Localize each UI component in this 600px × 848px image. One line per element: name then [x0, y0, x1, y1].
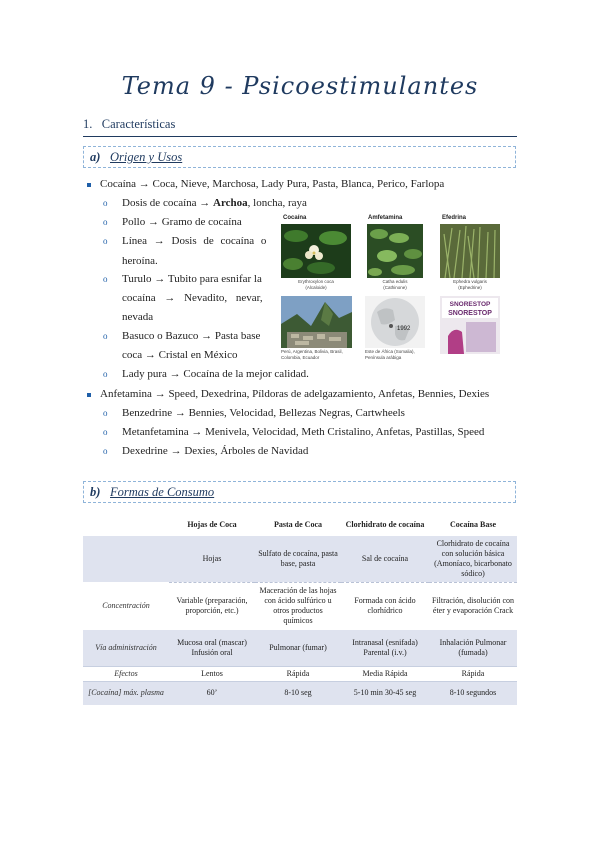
arrow-icon: →: [147, 216, 159, 228]
machu-picchu-image: [281, 296, 352, 348]
subsection-b-title: Formas de Consumo: [110, 485, 215, 499]
section-label: Características: [101, 117, 176, 131]
item-definition: Nevadito, nevar,: [184, 292, 263, 304]
arrow-icon: →: [153, 235, 165, 247]
table-cell: Lentos: [169, 666, 255, 681]
table-cell: Intranasal (esnifada) Parental (i.v.): [341, 630, 429, 666]
section-heading: [83, 117, 175, 132]
circle-bullet-icon: o: [103, 236, 108, 246]
table-header-cell: [83, 512, 169, 536]
item-definition: Dosis de cocaína o: [171, 235, 267, 247]
list-item-continuation: [122, 349, 237, 361]
page-title: Tema 9 - Psicoestimulantes: [121, 72, 479, 100]
list-item: [122, 445, 308, 457]
figure-column-title: Efedrina: [442, 215, 467, 221]
list-item: [122, 407, 405, 419]
figure-caption: Ephedra vulgaris (Ephedrine): [453, 279, 487, 290]
item-bold-term: Archoa: [213, 197, 248, 209]
item-term: Pollo: [122, 216, 146, 228]
table-header-cell: Pasta de Coca: [274, 519, 322, 529]
item-term: Dexedrine: [122, 445, 168, 457]
subsection-a-box: [83, 146, 516, 168]
anfetamina-head: Anfetamina: [100, 388, 152, 400]
subsection-a-title: Origen y Usos: [110, 150, 183, 164]
section-divider: [83, 136, 517, 137]
list-item: [122, 235, 266, 247]
circle-bullet-icon: o: [103, 217, 108, 227]
table-header-cell: Hojas de Coca: [187, 519, 237, 529]
table-header-cell: Clorhidrato de cocaína: [345, 519, 425, 529]
table-row-label: Concentración: [102, 601, 150, 610]
list-item: [122, 197, 307, 209]
arrow-icon: →: [199, 197, 211, 209]
figure-caption: Este de África (Somalia), Península arábiga: [365, 349, 415, 360]
item-definition: Bennies, Velocidad, Bellezas Negras, Cartwheels: [188, 407, 405, 419]
figure-column-title: Amfetamina: [368, 215, 403, 221]
item-term: Metanfetamina: [122, 426, 189, 438]
table-cell: Rápida: [429, 666, 517, 681]
item-term: Basuco o Bazuco: [122, 330, 199, 342]
arrow-icon: →: [201, 330, 213, 342]
anfetamina-line: [100, 388, 489, 400]
table-cell: Variable (preparación, proporción, etc.): [176, 596, 248, 616]
list-item: [122, 368, 309, 380]
consumption-table: [83, 512, 517, 705]
item-term: Línea: [122, 235, 148, 247]
list-item: [122, 216, 242, 228]
table-row: [83, 582, 517, 630]
product-brand: SNORESTOP: [449, 301, 491, 308]
list-item: [122, 330, 260, 342]
table-cell: Filtración, disolución con éter y evaporación Crack: [432, 596, 514, 616]
square-bullet-icon: [87, 393, 91, 397]
table-row-label: Vía administración: [83, 630, 169, 666]
table-row-label: [Cocaína] máx. plasma: [83, 681, 169, 705]
arrow-icon: →: [164, 292, 176, 304]
arrow-icon: →: [144, 349, 156, 361]
item-definition: Dexies, Árboles de Navidad: [184, 445, 309, 457]
figure-caption: Erythroxylon coca (Alcaloide): [298, 279, 334, 290]
ephedra-plant-image: [440, 224, 500, 278]
circle-bullet-icon: o: [103, 369, 108, 379]
item-term: Turulo: [122, 273, 152, 285]
arrow-icon: →: [154, 388, 166, 400]
arrow-icon: →: [138, 178, 150, 190]
arrow-icon: →: [174, 407, 186, 419]
table-header-row: [83, 512, 517, 536]
section-number: 1.: [83, 117, 93, 131]
item-definition: Cristal en México: [158, 349, 238, 361]
figure-column-title: Cocaína: [283, 215, 307, 221]
table-cell: 8-10 seg: [255, 681, 341, 705]
table-cell: Inhalación Pulmonar (fumada): [429, 630, 517, 666]
table-row-label: Efectos: [83, 666, 169, 681]
arrow-icon: →: [191, 426, 203, 438]
square-bullet-icon: [87, 183, 91, 187]
item-definition: Pasta base: [214, 330, 261, 342]
table-row: [83, 666, 517, 681]
table-cell: Formada con ácido clorhídrico: [354, 596, 416, 616]
item-term: Dosis de cocaína: [122, 197, 197, 209]
item-definition: Cocaína de la mejor calidad.: [183, 368, 309, 380]
cocaina-line: [100, 178, 444, 190]
table-row: [83, 536, 517, 582]
circle-bullet-icon: o: [103, 198, 108, 208]
item-term: Lady pura: [122, 368, 167, 380]
snorestop-product-image: [440, 296, 500, 354]
item-definition: Menivela, Velocidad, Meth Cristalino, Anfetas, Pastillas, Speed: [205, 426, 485, 438]
circle-bullet-icon: o: [103, 446, 108, 456]
cocaina-head: Cocaína: [100, 178, 137, 190]
list-item: [122, 426, 484, 438]
item-definition: Gramo de cocaína: [161, 216, 242, 228]
anfetamina-names: Speed, Dexedrina, Píldoras de adelgazamiento, Anfetas, Bennies, Dexies: [168, 388, 490, 400]
item-term: Benzedrine: [122, 407, 173, 419]
table-cell: Sal de cocaína: [341, 536, 429, 582]
table-cell: Hojas: [169, 536, 255, 582]
arrow-icon: →: [154, 273, 166, 285]
figure-caption: Perú, Argentina, Bolivia, Brasil, Colombia, Ecuador: [281, 349, 343, 360]
table-cell: Rápida: [255, 666, 341, 681]
list-item-continuation: nevada: [122, 311, 154, 323]
arrow-icon: →: [170, 445, 182, 457]
circle-bullet-icon: o: [103, 408, 108, 418]
table-cell: Sulfato de cocaína, pasta base, pasta: [255, 536, 341, 582]
globe-year-label: 1992: [397, 326, 411, 332]
table-cell: 5-10 min 30-45 seg: [341, 681, 429, 705]
subsection-a-letter: a): [90, 150, 101, 164]
circle-bullet-icon: o: [103, 331, 108, 341]
table-cell: Media Rápida: [341, 666, 429, 681]
circle-bullet-icon: o: [103, 427, 108, 437]
table-row: [83, 681, 517, 705]
table-cell: Pulmonar (fumar): [255, 630, 341, 666]
subsection-b-letter: b): [90, 485, 101, 499]
cocaina-names: Coca, Nieve, Marchosa, Lady Pura, Pasta, Blanca, Perico, Farlopa: [152, 178, 445, 190]
table-cell: 8-10 segundos: [429, 681, 517, 705]
table-row: [83, 630, 517, 666]
list-item-continuation: heroína.: [122, 255, 158, 267]
item-definition: Tubito para esnifar la: [167, 273, 262, 285]
table-cell: Mucosa oral (mascar) Infusión oral: [169, 630, 255, 666]
product-brand-large: SNORESTOP: [448, 310, 492, 317]
subsection-b-box: [83, 481, 516, 503]
globe-image: [365, 296, 425, 348]
catha-plant-image: [367, 224, 423, 278]
table-cell: Maceración de las hojas con ácido sulfúrico u otros productos químicos: [259, 586, 337, 626]
circle-bullet-icon: o: [103, 274, 108, 284]
item-definition: , loncha, raya: [247, 197, 307, 209]
list-item: [122, 273, 262, 285]
coca-plant-image: [281, 224, 351, 278]
list-item-continuation: [122, 292, 263, 304]
item-term: coca: [122, 349, 143, 361]
table-header-cell: Cocaína Base: [450, 519, 496, 529]
table-cell: Clorhidrato de cocaína con solución básica (Amoníaco, bicarbonato sódico): [429, 536, 517, 582]
item-term: cocaína: [122, 292, 156, 304]
table-cell: 60’: [169, 681, 255, 705]
arrow-icon: →: [169, 368, 181, 380]
figure-caption: Catha edulis (Cathinone): [382, 279, 408, 290]
table-row-label: [83, 536, 169, 582]
